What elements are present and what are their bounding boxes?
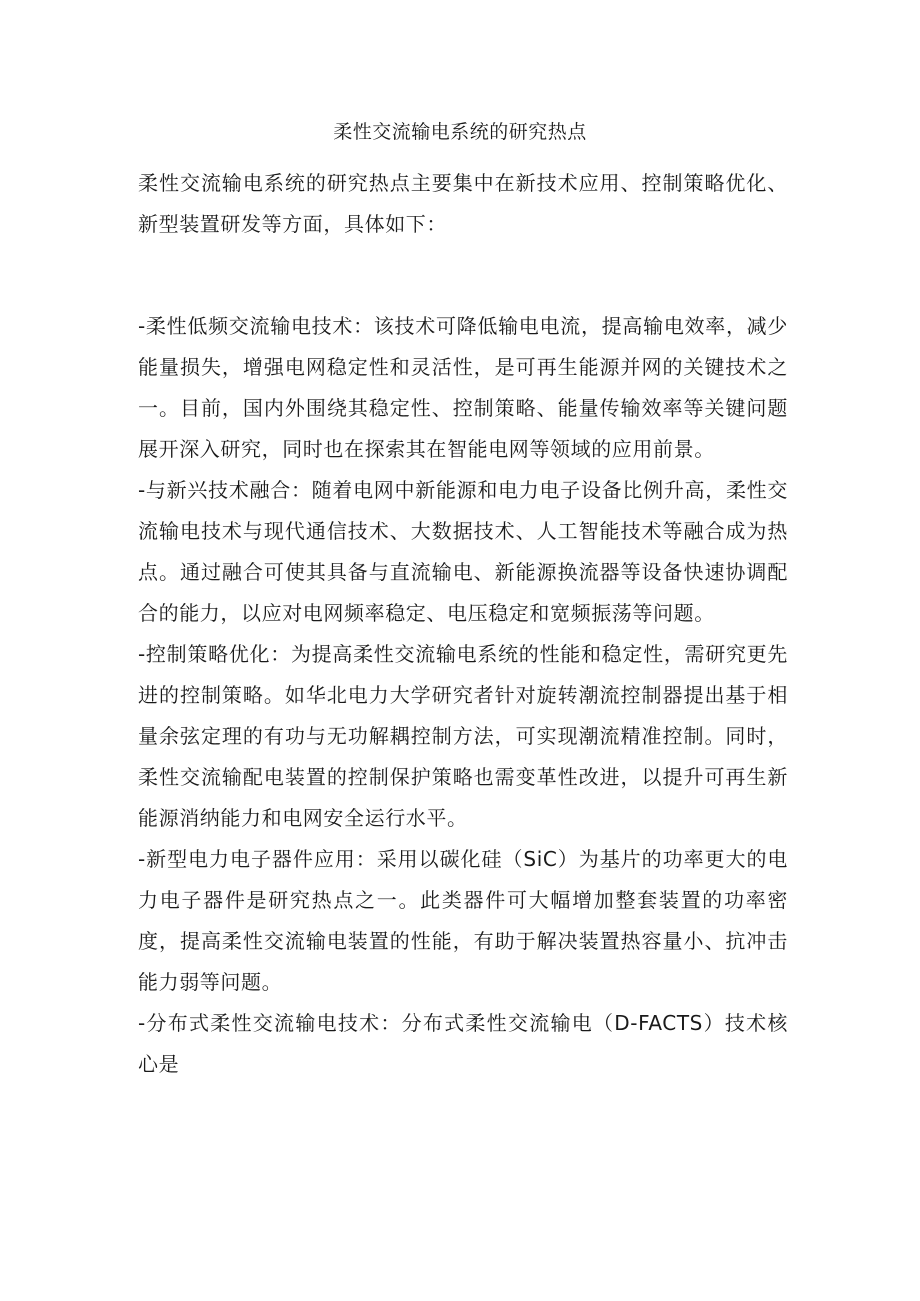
list-item: -控制策略优化：为提高柔性交流输电系统的性能和稳定性，需研究更先进的控制策略。如华北电力大学研究者针对旋转潮流控制器提出基于相量余弦定理的有功与无功解耦控制方法，可实现潮流精准控制。同时，柔性交流输配电装置的控制保护策略也需变革性改进，以提升可再生新能源消纳能力和电网安全运行水平。 (138, 642, 788, 830)
intro-paragraph: 柔性交流输电系统的研究热点主要集中在新技术应用、控制策略优化、新型装置研发等方面，具体如下： (138, 171, 788, 236)
document-title: 柔性交流输电系统的研究热点 (333, 121, 587, 143)
list-item: -柔性低频交流输电技术：该技术可降低输电电流，提高输电效率，减少能量损失，增强电网稳定性和灵活性，是可再生能源并网的关键技术之一。目前，国内外围绕其稳定性、控制策略、能量传输效率等关键问题展开深入研究，同时也在探索其在智能电网等领域的应用前景。 (138, 314, 788, 461)
list-item: -与新兴技术融合：随着电网中新能源和电力电子设备比例升高，柔性交流输电技术与现代通信技术、大数据技术、人工智能技术等融合成为热点。通过融合可使其具备与直流输电、新能源换流器等设备快速协调配合的能力，以应对电网频率稳定、电压稳定和宽频振荡等问题。 (138, 478, 788, 625)
list-item: -分布式柔性交流输电技术：分布式柔性交流输电（D-FACTS）技术核心是 (138, 1011, 788, 1076)
research-list (138, 306, 788, 1085)
list-item: -新型电力电子器件应用：采用以碳化硅（SiC）为基片的功率更大的电力电子器件是研究热点之一。此类器件可大幅增加整套装置的功率密度，提高柔性交流输电装置的性能，有助于解决装置热容量小、抗冲击能力弱等问题。 (138, 847, 788, 994)
